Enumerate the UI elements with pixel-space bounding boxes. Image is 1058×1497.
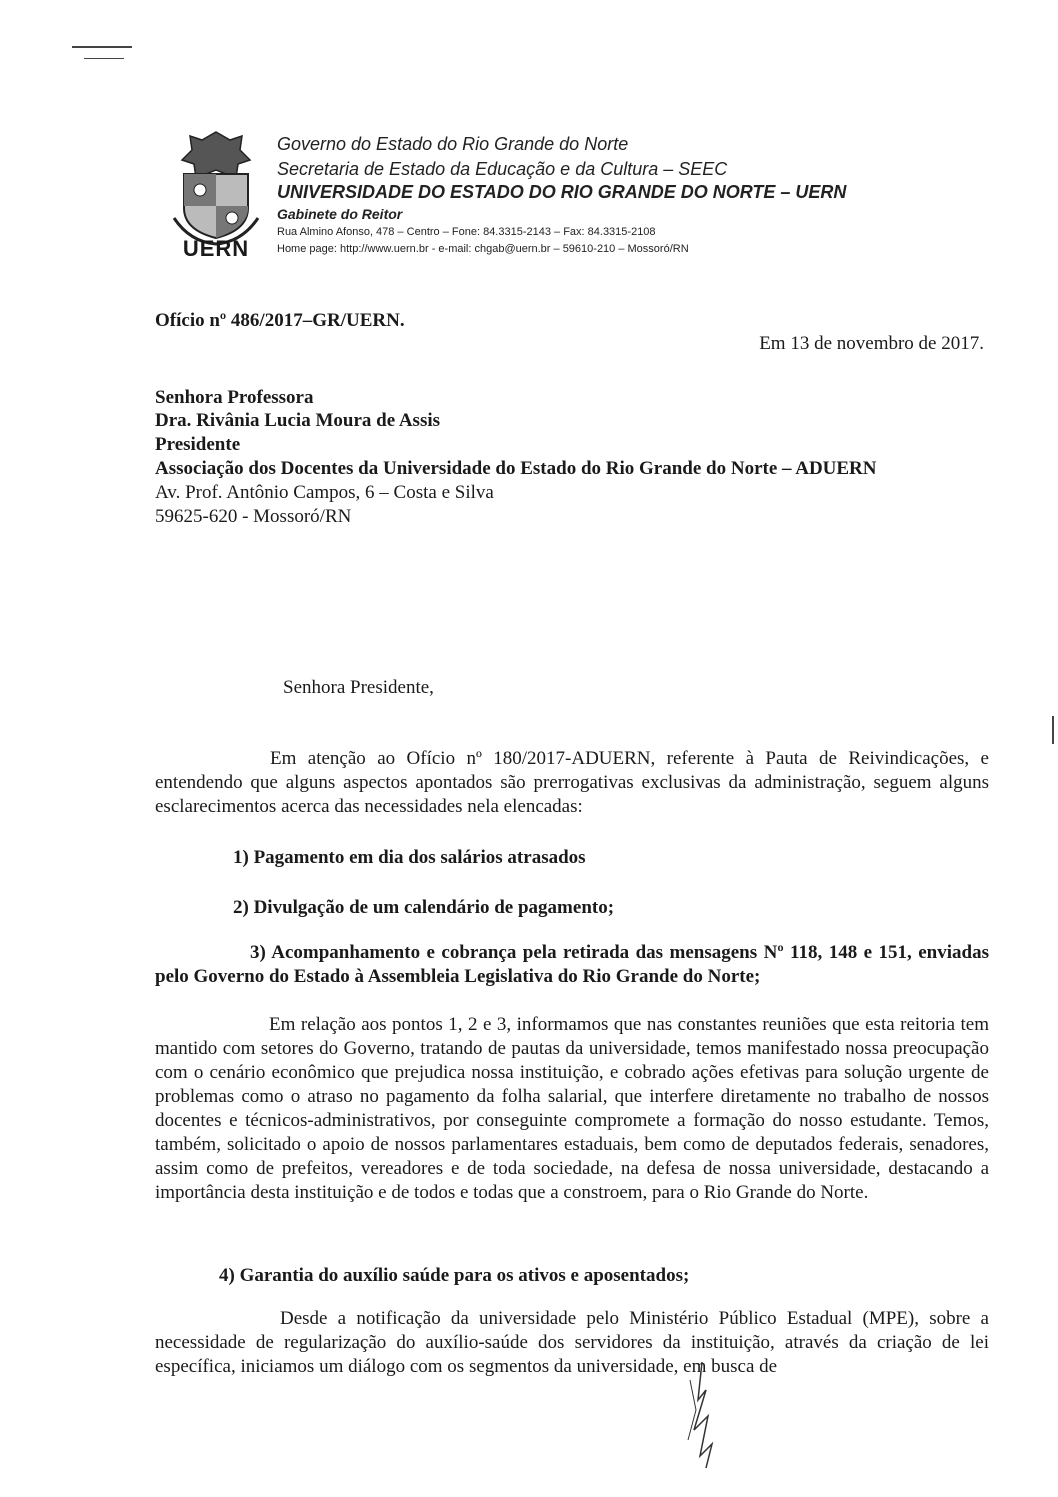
header-secretariat-line: Secretaria de Estado da Educação e da Cultura – SEEC xyxy=(277,159,728,179)
scan-artifact-mark xyxy=(72,46,132,48)
recipient-title: Senhora Professora xyxy=(155,387,314,408)
recipient-street: Av. Prof. Antônio Campos, 6 – Costa e Silva xyxy=(155,482,494,503)
recipient-city: 59625-620 - Mossoró/RN xyxy=(155,506,352,527)
paragraph-health-aid: Desde a notificação da universidade pelo Ministério Público Estadual (MPE), sobre a necessidade de regularização do auxílio-saúde dos servidores da instituição, através da criação de lei específica, iniciamos um diálogo com os segmentos da universidade, em busca de xyxy=(155,1308,989,1377)
list-item-4: 4) Garantia do auxílio saúde para os ativos e aposentados; xyxy=(219,1265,690,1286)
list-item-1: 1) Pagamento em dia dos salários atrasados xyxy=(233,847,586,868)
list-item-2: 2) Divulgação de um calendário de pagamento; xyxy=(233,897,615,918)
paragraph-intro: Em atenção ao Ofício nº 180/2017-ADUERN, referente à Pauta de Reivindicações, e entendendo que alguns aspectos apontados são prerrogativas exclusivas da administração, seguem alguns esclarecimentos acerca das necessidades nela elencadas: xyxy=(155,748,989,817)
header-office-line: Gabinete do Reitor xyxy=(277,206,403,222)
initials-signature xyxy=(672,1360,732,1470)
list-item-3: 3) Acompanhamento e cobrança pela retirada das mensagens Nº 118, 148 e 151, enviadas pelo Governo do Estado à Assembleia Legislativa do Rio Grande do Norte; xyxy=(155,942,989,987)
recipient-organization: Associação dos Docentes da Universidade do Estado do Rio Grande do Norte – ADUERN xyxy=(155,458,877,479)
paragraph-points-1-3: Em relação aos pontos 1, 2 e 3, informamos que nas constantes reuniões que esta reitoria tem mantido com setores do Governo, tratando de pautas da universidade, temos manifestado nossa preocupação com o cenário econômico que prejudica nossa instituição, e cobrado ações efetivas para solução urgente de problemas como o atraso no pagamento da folha salarial, que interfere diretamente no trabalho de nossos docentes e técnicos-administrativos, por conseguinte compromete a formação do nosso estudante. Temos, também, solicitado o apoio de nossos parlamentares estaduais, bem como de deputados federais, senadores, assim como de prefeitos, vereadores e de toda sociedade, na defesa de nossa universidade, destacando a importância desta instituição e de todos e todas que a constroem, para o Rio Grande do Norte. xyxy=(155,1014,989,1203)
header-contact-line: Home page: http://www.uern.br - e-mail: chgab@uern.br – 59610-210 – Mossoró/RN xyxy=(277,243,689,255)
recipient-name: Dra. Rivânia Lucia Moura de Assis xyxy=(155,410,441,431)
recipient-role: Presidente xyxy=(155,434,241,455)
salutation: Senhora Presidente, xyxy=(283,677,434,698)
logo-wordmark: UERN xyxy=(182,236,250,261)
header-address-line: Rua Almino Afonso, 478 – Centro – Fone: 84.3315-2143 – Fax: 84.3315-2108 xyxy=(277,226,656,238)
document-date: Em 13 de novembro de 2017. xyxy=(759,333,984,354)
scan-artifact-mark xyxy=(1052,716,1054,744)
document-reference: Ofício nº 486/2017–GR/UERN. xyxy=(155,310,405,331)
header-university-line: UNIVERSIDADE DO ESTADO DO RIO GRANDE DO NORTE – UERN xyxy=(277,182,847,202)
scan-artifact-mark xyxy=(84,58,124,59)
header-government-line: Governo do Estado do Rio Grande do Norte xyxy=(277,134,629,154)
